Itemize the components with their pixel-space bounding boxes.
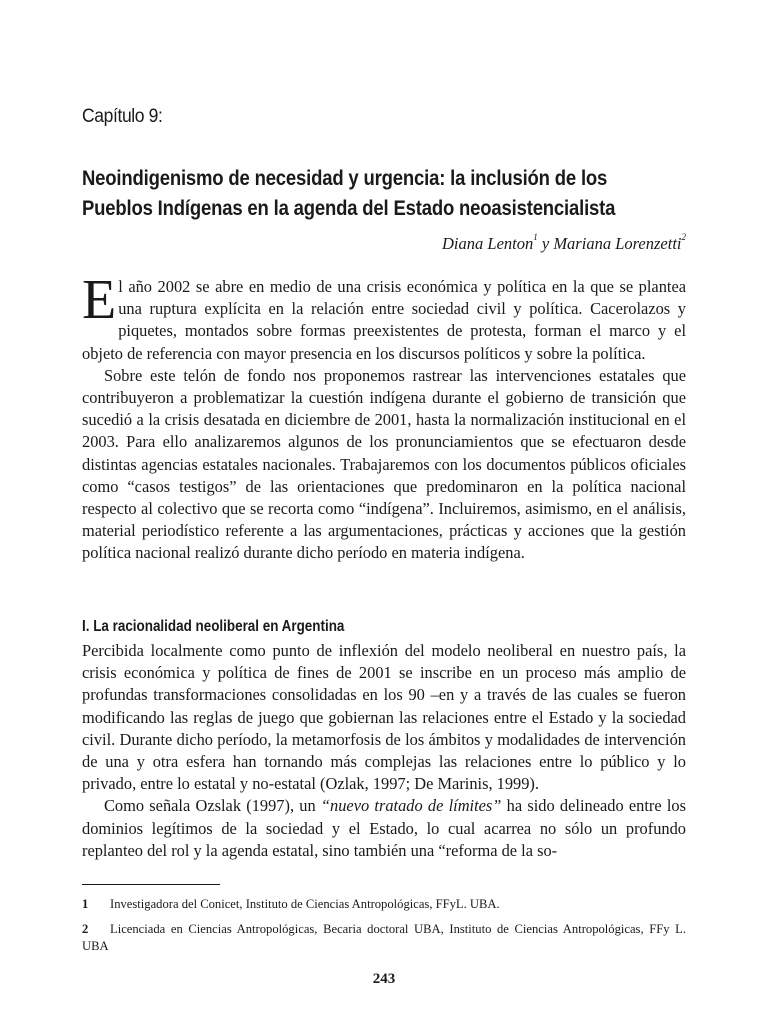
footnote-number: 2 — [82, 922, 89, 936]
section-1-body — [82, 640, 686, 862]
section-1-paragraph-2-end: ha sido delineado entre los dominios legítimos de la sociedad y el Estado, lo cual acarrea no sólo un profundo replanteo del rol y la agenda estatal, sino también una “reforma de la so- — [82, 796, 686, 860]
author-1-footnote-ref: 1 — [533, 232, 538, 242]
chapter-label: Capítulo 9: — [82, 106, 163, 127]
footnote-2 — [82, 921, 686, 955]
author-2-footnote-ref: 2 — [681, 232, 686, 242]
footnote-number: 1 — [82, 897, 89, 911]
author-2: Mariana Lorenzetti — [553, 234, 682, 253]
section-1-paragraph-2-start: Como señala Ozslak (1997), un — [104, 796, 321, 816]
footnote-text: Investigadora del Conicet, Instituto de Ciencias Antropológicas, FFyL. UBA. — [110, 897, 500, 911]
quoted-phrase: “nuevo tratado de límites” — [320, 796, 502, 816]
footnote-divider — [82, 884, 220, 885]
intro-paragraph-1-text: l año 2002 se abre en medio de una crisis económica y política en la que se plantea una ruptura explícita en la relación entre sociedad civil y política. Cacerolazos y piquetes, montados sobre formas preexistentes de protesta, forman el marco y el objeto de referencia con mayor presencia en los discursos políticos y sobre la política. — [82, 277, 686, 363]
author-1: Diana Lenton — [442, 234, 534, 253]
footnote-text: Licenciada en Ciencias Antropológicas, Becaria doctoral UBA, Instituto de Ciencias Antropológicas, FFy L. UBA — [82, 922, 686, 953]
section-heading: I. La racionalidad neoliberal en Argentina — [82, 618, 345, 635]
page-number: 243 — [372, 971, 396, 987]
drop-cap: E — [82, 269, 117, 331]
intro-paragraph-2: Sobre este telón de fondo nos proponemos rastrear las intervenciones estatales que contribuyeron a problematizar la cuestión indígena durante el gobierno de transición que sucedió a la crisis desatada en diciembre de 2001, hasta la normalización institucional en el 2003. Para ello analizaremos algunos de los pronunciamientos que se efectuaron desde distintas agencias estatales nacionales. Trabajaremos con los documentos públicos oficiales como “casos testigos” de las orientaciones que predominaron en la política nacional respecto al colectivo que se recorta como “indígena”. Incluiremos, asimismo, en el análisis, material periodístico referente a las argumentaciones, prácticas y acciones que la gestión política nacional realizó durante dicho período en materia indígena. — [82, 365, 686, 563]
footnote-1 — [82, 896, 686, 913]
intro-section — [82, 269, 686, 565]
chapter-title-line-1: Neoindigenismo de necesidad y urgencia: la inclusión de los — [82, 166, 608, 190]
authors-connector: y — [537, 234, 554, 253]
section-1-paragraph-2 — [82, 795, 686, 862]
authors-line — [442, 234, 686, 254]
section-1-paragraph-1: Percibida localmente como punto de inflexión del modelo neoliberal en nuestro país, la crisis económica y política de fines de 2001 se inscribe en un proceso más amplio de profundas transformaciones consolidadas en los 90 –en y a través de las cuales se fueron modificando las reglas de juego que gobiernan las relaciones entre el Estado y la sociedad civil. Durante dicho período, la metamorfosis de los ámbitos y modalidades de intervención de una y otra esfera han tornando más complejas las relaciones entre lo público y lo privado, entre lo estatal y no-estatal (Ozlak, 1997; De Marinis, 1999). — [82, 641, 686, 794]
chapter-title-line-2: Pueblos Indígenas en la agenda del Estado neoasistencialista — [82, 196, 616, 220]
chapter-title — [82, 163, 632, 223]
intro-paragraph-1 — [82, 269, 686, 365]
